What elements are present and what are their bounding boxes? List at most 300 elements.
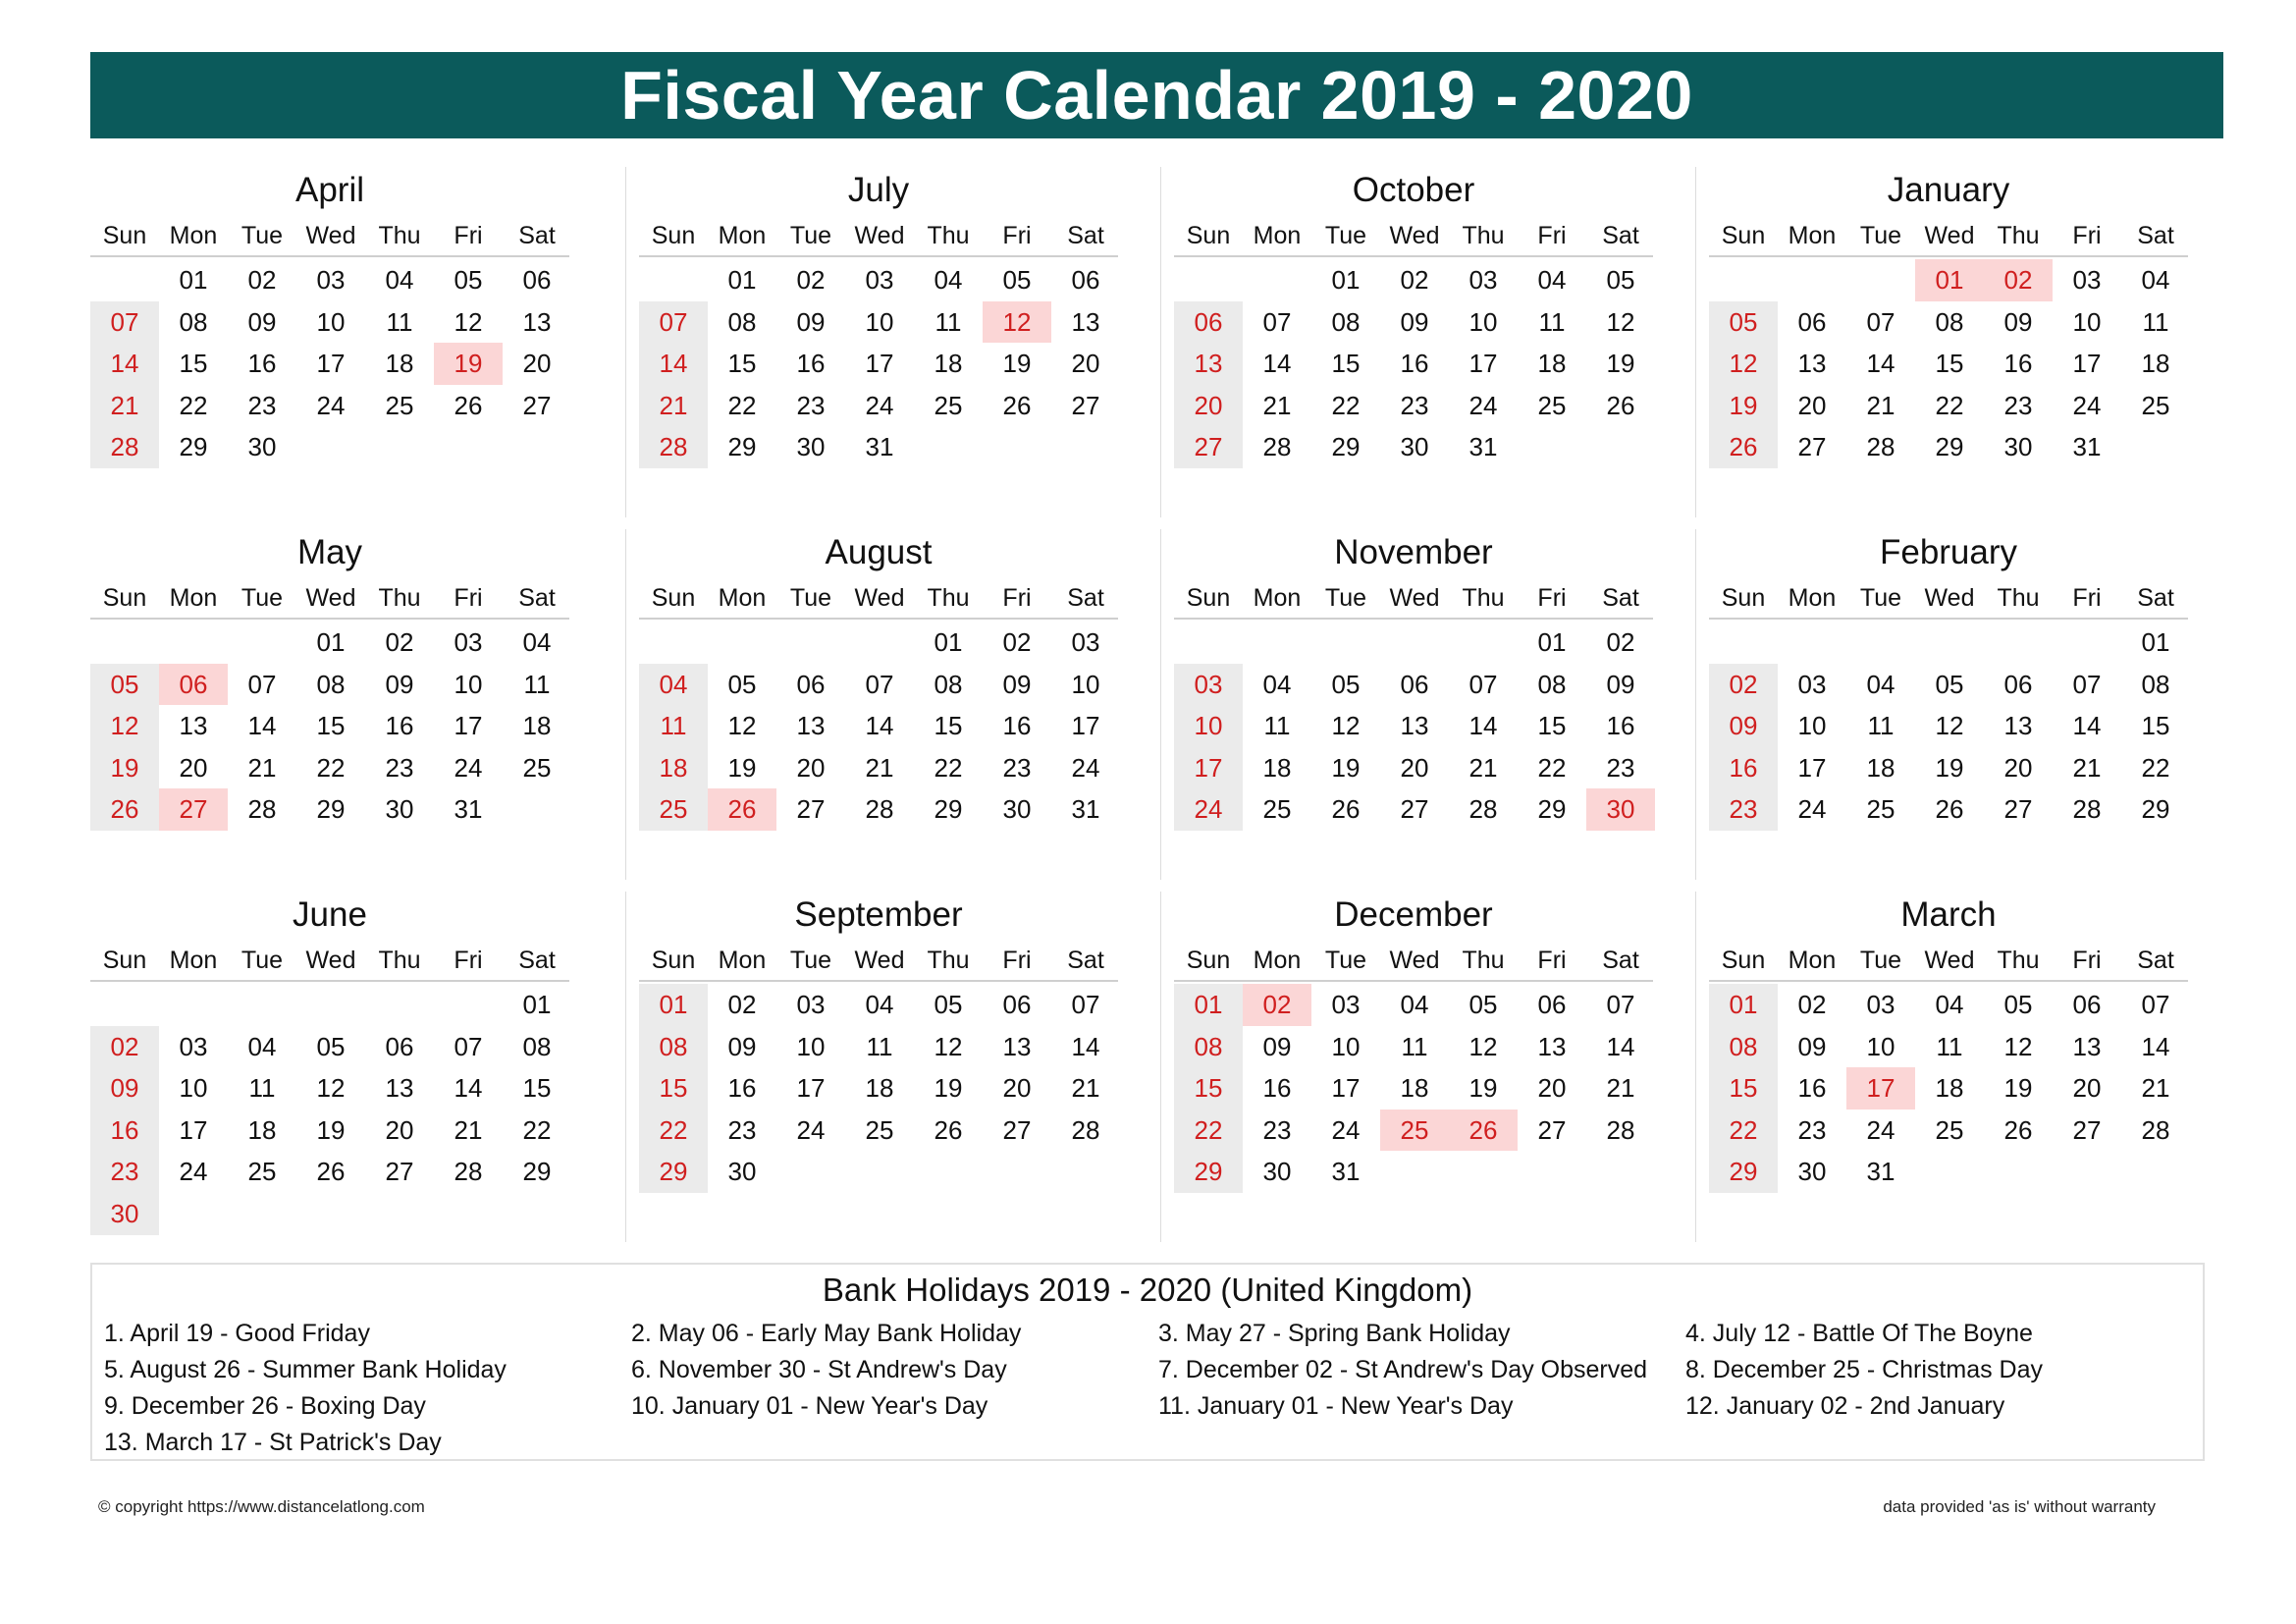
weekday-label: Fri (2072, 584, 2102, 612)
sunday-day-cell: 10 (1174, 705, 1243, 747)
sunday-day-cell: 13 (1174, 343, 1243, 385)
day-cell: 11 (523, 669, 551, 699)
month-name: June (293, 895, 367, 934)
page-title: Fiscal Year Calendar 2019 - 2020 (620, 57, 1693, 134)
sunday-day-cell: 29 (1709, 1151, 1778, 1193)
day-cell: 31 (865, 432, 894, 462)
day-cell: 20 (1071, 349, 1100, 379)
day-cell: 04 (934, 265, 963, 295)
bank-holiday-item: 2. May 06 - Early May Bank Holiday (631, 1320, 1022, 1347)
weekday-label: Wed (1924, 584, 1975, 612)
day-cell: 31 (454, 794, 483, 825)
sunday-day-cell: 23 (90, 1151, 159, 1193)
day-cell: 03 (454, 627, 483, 657)
day-cell: 07 (1071, 990, 1100, 1019)
weekday-header (90, 216, 569, 257)
day-cell: 23 (2003, 390, 2033, 420)
weekday-label: Fri (1002, 947, 1032, 974)
day-cell: 11 (866, 1031, 893, 1061)
weekday-header (639, 578, 1118, 620)
sunday-day-cell: 29 (1174, 1151, 1243, 1193)
day-cell: 04 (2141, 265, 2170, 295)
weekday-label: Sat (518, 222, 556, 249)
day-cell: 29 (1537, 794, 1567, 825)
day-cell: 08 (934, 669, 963, 699)
day-cell: 22 (1537, 752, 1567, 783)
day-cell: 15 (1935, 349, 1964, 379)
day-cell: 23 (1797, 1114, 1827, 1145)
day-cell: 13 (2003, 711, 2033, 741)
sunday-day-cell: 15 (1174, 1067, 1243, 1110)
holiday-day-cell: 01 (1915, 259, 1984, 301)
day-cell: 29 (179, 432, 208, 462)
day-cell: 29 (316, 794, 346, 825)
weekday-label: Tue (1324, 222, 1367, 249)
day-cell: 18 (1400, 1073, 1429, 1104)
day-cell: 06 (1537, 990, 1567, 1019)
weekday-label: Tue (1324, 584, 1367, 612)
day-cell: 04 (522, 627, 552, 657)
day-cell: 15 (727, 349, 757, 379)
weekday-header (90, 941, 569, 982)
weekday-label: Thu (927, 947, 970, 974)
days-grid (90, 622, 569, 831)
day-cell: 30 (1400, 432, 1429, 462)
month-september (625, 890, 1160, 1252)
day-cell: 12 (727, 711, 757, 741)
day-cell: 10 (796, 1031, 826, 1061)
day-cell: 02 (385, 627, 414, 657)
day-cell: 30 (385, 794, 414, 825)
weekday-label: Tue (240, 222, 284, 249)
weekday-label: Sun (1721, 947, 1766, 974)
day-cell: 28 (1866, 432, 1896, 462)
sunday-day-cell: 01 (639, 984, 708, 1026)
day-cell: 15 (522, 1073, 552, 1104)
day-cell: 08 (1935, 306, 1964, 337)
sunday-day-cell: 12 (1709, 343, 1778, 385)
day-cell: 10 (865, 306, 894, 337)
weekday-label: Thu (1462, 222, 1505, 249)
weekday-label: Sun (102, 947, 147, 974)
day-cell: 17 (865, 349, 894, 379)
day-cell: 29 (522, 1157, 552, 1187)
bank-holiday-item: 6. November 30 - St Andrew's Day (631, 1356, 1007, 1383)
weekday-label: Wed (854, 584, 905, 612)
day-cell: 04 (1866, 669, 1896, 699)
day-cell: 10 (1468, 306, 1498, 337)
weekday-label: Sun (1186, 222, 1231, 249)
day-cell: 13 (1537, 1031, 1567, 1061)
weekday-label: Thu (378, 584, 421, 612)
sunday-day-cell: 21 (90, 385, 159, 427)
day-cell: 06 (1071, 265, 1100, 295)
sunday-day-cell: 05 (1709, 301, 1778, 344)
month-april (90, 165, 625, 527)
day-cell: 04 (1935, 990, 1964, 1019)
day-cell: 17 (1071, 711, 1100, 741)
weekday-label: Thu (927, 584, 970, 612)
day-cell: 16 (1002, 711, 1032, 741)
day-cell: 03 (1331, 990, 1361, 1019)
day-cell: 31 (1866, 1157, 1896, 1187)
month-january (1695, 165, 2230, 527)
day-cell: 19 (316, 1114, 346, 1145)
empty-day (434, 984, 503, 1026)
day-cell: 27 (1537, 1114, 1567, 1145)
day-cell: 14 (1866, 349, 1896, 379)
day-cell: 22 (1935, 390, 1964, 420)
weekday-label: Mon (1253, 947, 1302, 974)
day-cell: 31 (1071, 794, 1100, 825)
day-cell: 23 (1400, 390, 1429, 420)
day-cell: 05 (2003, 990, 2033, 1019)
day-cell: 12 (2003, 1031, 2033, 1061)
weekday-label: Sun (102, 222, 147, 249)
weekday-header (1174, 578, 1653, 620)
bank-holiday-item: 8. December 25 - Christmas Day (1685, 1356, 2044, 1383)
day-cell: 04 (385, 265, 414, 295)
day-cell: 08 (1537, 669, 1567, 699)
sunday-day-cell: 22 (1709, 1110, 1778, 1152)
weekday-label: Sun (651, 584, 696, 612)
day-cell: 28 (247, 794, 277, 825)
bank-holidays-list (92, 1316, 2203, 1461)
day-cell: 17 (1797, 752, 1827, 783)
day-cell: 10 (316, 306, 346, 337)
day-cell: 27 (1797, 432, 1827, 462)
sunday-day-cell: 14 (90, 343, 159, 385)
month-november (1160, 527, 1695, 890)
day-cell: 17 (2072, 349, 2102, 379)
empty-day (1311, 622, 1380, 664)
day-cell: 26 (1935, 794, 1964, 825)
weekday-label: Thu (378, 947, 421, 974)
bank-holiday-item: 3. May 27 - Spring Bank Holiday (1158, 1320, 1511, 1347)
day-cell: 10 (1071, 669, 1100, 699)
weekday-label: Tue (1859, 222, 1902, 249)
weekday-label: Fri (1002, 222, 1032, 249)
day-cell: 09 (247, 306, 277, 337)
empty-day (159, 984, 228, 1026)
day-cell: 05 (934, 990, 963, 1019)
empty-day (90, 984, 159, 1026)
day-cell: 04 (1537, 265, 1567, 295)
days-grid (639, 259, 1118, 468)
sunday-day-cell: 07 (90, 301, 159, 344)
day-cell: 14 (1071, 1031, 1100, 1061)
day-cell: 04 (865, 990, 894, 1019)
bank-holiday-item: 7. December 02 - St Andrew's Day Observed (1158, 1356, 1648, 1383)
month-august (625, 527, 1160, 890)
days-grid (639, 984, 1118, 1193)
weekday-label: Mon (1253, 584, 1302, 612)
holiday-day-cell: 30 (1586, 788, 1655, 831)
day-cell: 21 (454, 1114, 483, 1145)
day-cell: 23 (1606, 752, 1635, 783)
day-cell: 04 (1262, 669, 1292, 699)
title-bar (90, 52, 2223, 138)
day-cell: 01 (2141, 627, 2170, 657)
weekday-label: Sat (2137, 584, 2174, 612)
day-cell: 08 (179, 306, 208, 337)
day-cell: 09 (796, 306, 826, 337)
day-cell: 08 (1331, 306, 1361, 337)
day-cell: 01 (522, 990, 552, 1019)
day-cell: 20 (2003, 752, 2033, 783)
day-cell: 16 (247, 349, 277, 379)
day-cell: 05 (1606, 265, 1635, 295)
empty-day (1778, 622, 1846, 664)
day-cell: 28 (454, 1157, 483, 1187)
day-cell: 07 (865, 669, 894, 699)
weekday-label: Sat (2137, 222, 2174, 249)
day-cell: 21 (1866, 390, 1896, 420)
day-cell: 08 (2141, 669, 2170, 699)
day-cell: 15 (2141, 711, 2170, 741)
empty-day (228, 622, 296, 664)
sunday-day-cell: 11 (639, 705, 708, 747)
empty-day (1709, 259, 1778, 301)
sunday-day-cell: 24 (1174, 788, 1243, 831)
weekday-label: Fri (1537, 584, 1567, 612)
sunday-day-cell: 20 (1174, 385, 1243, 427)
weekday-label: Sat (1067, 584, 1104, 612)
days-grid (90, 259, 569, 468)
holiday-day-cell: 27 (159, 788, 228, 831)
empty-day (1709, 622, 1778, 664)
day-cell: 19 (1002, 349, 1032, 379)
weekday-label: Sun (1721, 584, 1766, 612)
day-cell: 25 (2141, 390, 2170, 420)
day-cell: 29 (2141, 794, 2170, 825)
sunday-day-cell: 07 (639, 301, 708, 344)
day-cell: 03 (1071, 627, 1100, 657)
day-cell: 28 (2141, 1114, 2170, 1145)
empty-day (2053, 622, 2121, 664)
day-cell: 25 (865, 1114, 894, 1145)
day-cell: 22 (2141, 752, 2170, 783)
day-cell: 07 (2141, 990, 2170, 1019)
sunday-day-cell: 22 (1174, 1110, 1243, 1152)
weekday-header (639, 941, 1118, 982)
day-cell: 24 (865, 390, 894, 420)
day-cell: 13 (1400, 711, 1429, 741)
sunday-day-cell: 12 (90, 705, 159, 747)
month-name: January (1887, 171, 2010, 209)
day-cell: 24 (1797, 794, 1827, 825)
weekday-label: Sun (1186, 584, 1231, 612)
copyright-text: © copyright https://www.distancelatlong.com (98, 1497, 425, 1516)
day-cell: 02 (727, 990, 757, 1019)
day-cell: 05 (316, 1031, 346, 1061)
holiday-day-cell: 17 (1846, 1067, 1915, 1110)
month-name: November (1334, 533, 1493, 571)
day-cell: 21 (247, 752, 277, 783)
day-cell: 23 (1262, 1114, 1292, 1145)
empty-day (1846, 259, 1915, 301)
day-cell: 03 (1468, 265, 1498, 295)
day-cell: 27 (1002, 1114, 1032, 1145)
day-cell: 27 (522, 390, 552, 420)
day-cell: 22 (316, 752, 346, 783)
weekday-label: Fri (1537, 947, 1567, 974)
day-cell: 14 (1606, 1031, 1635, 1061)
day-cell: 19 (2003, 1073, 2033, 1104)
day-cell: 15 (1331, 349, 1361, 379)
weekday-header (90, 578, 569, 620)
day-cell: 24 (1866, 1114, 1896, 1145)
weekday-label: Fri (454, 947, 483, 974)
day-cell: 01 (1537, 627, 1567, 657)
day-cell: 30 (247, 432, 277, 462)
day-cell: 26 (454, 390, 483, 420)
day-cell: 09 (2003, 306, 2033, 337)
day-cell: 12 (1606, 306, 1635, 337)
day-cell: 01 (727, 265, 757, 295)
day-cell: 29 (1935, 432, 1964, 462)
day-cell: 26 (316, 1157, 346, 1187)
day-cell: 29 (934, 794, 963, 825)
empty-day (1846, 622, 1915, 664)
day-cell: 25 (1935, 1114, 1964, 1145)
day-cell: 18 (865, 1073, 894, 1104)
day-cell: 18 (934, 349, 963, 379)
day-cell: 24 (1468, 390, 1498, 420)
weekday-label: Mon (169, 947, 218, 974)
day-cell: 30 (1002, 794, 1032, 825)
day-cell: 18 (522, 711, 552, 741)
month-name: September (794, 895, 963, 934)
weekday-label: Tue (789, 222, 832, 249)
sunday-day-cell: 08 (1709, 1026, 1778, 1068)
day-cell: 28 (1606, 1114, 1635, 1145)
day-cell: 11 (1538, 306, 1566, 337)
sunday-day-cell: 04 (639, 664, 708, 706)
day-cell: 20 (179, 752, 208, 783)
sunday-day-cell: 14 (639, 343, 708, 385)
day-cell: 31 (1331, 1157, 1361, 1187)
weekday-label: Sun (1186, 947, 1231, 974)
day-cell: 16 (796, 349, 826, 379)
day-cell: 05 (1002, 265, 1032, 295)
month-name: October (1352, 171, 1475, 209)
day-cell: 06 (1797, 306, 1827, 337)
day-cell: 03 (1797, 669, 1827, 699)
holiday-day-cell: 02 (1984, 259, 2053, 301)
day-cell: 09 (1400, 306, 1429, 337)
day-cell: 02 (796, 265, 826, 295)
sunday-day-cell: 15 (1709, 1067, 1778, 1110)
day-cell: 18 (2141, 349, 2170, 379)
month-february (1695, 527, 2230, 890)
sunday-day-cell: 08 (639, 1026, 708, 1068)
sunday-day-cell: 15 (639, 1067, 708, 1110)
holiday-day-cell: 12 (983, 301, 1051, 344)
day-cell: 09 (1262, 1031, 1292, 1061)
day-cell: 03 (179, 1031, 208, 1061)
day-cell: 06 (2003, 669, 2033, 699)
month-name: May (296, 533, 363, 571)
day-cell: 13 (796, 711, 826, 741)
day-cell: 05 (454, 265, 483, 295)
month-october (1160, 165, 1695, 527)
day-cell: 21 (2072, 752, 2102, 783)
day-cell: 31 (2072, 432, 2102, 462)
sunday-day-cell: 19 (1709, 385, 1778, 427)
weekday-label: Fri (454, 222, 483, 249)
weekday-label: Tue (789, 584, 832, 612)
empty-day (708, 622, 776, 664)
day-cell: 19 (1331, 752, 1361, 783)
day-cell: 20 (2072, 1073, 2102, 1104)
weekday-label: Mon (1788, 584, 1837, 612)
month-name: March (1900, 895, 1997, 934)
weekday-label: Tue (1859, 584, 1902, 612)
weekday-label: Wed (854, 947, 905, 974)
weekday-label: Mon (718, 584, 767, 612)
day-cell: 25 (247, 1157, 277, 1187)
sunday-day-cell: 27 (1174, 426, 1243, 468)
day-cell: 07 (1606, 990, 1635, 1019)
day-cell: 16 (2003, 349, 2033, 379)
empty-day (1449, 622, 1518, 664)
day-cell: 07 (454, 1031, 483, 1061)
weekday-label: Tue (1859, 947, 1902, 974)
day-cell: 18 (1935, 1073, 1964, 1104)
day-cell: 22 (179, 390, 208, 420)
day-cell: 10 (1797, 711, 1827, 741)
weekday-label: Wed (305, 222, 356, 249)
empty-day (1243, 259, 1311, 301)
day-cell: 14 (454, 1073, 483, 1104)
month-june (90, 890, 625, 1252)
day-cell: 09 (1797, 1031, 1827, 1061)
sunday-day-cell: 02 (90, 1026, 159, 1068)
day-cell: 09 (1002, 669, 1032, 699)
sunday-day-cell: 09 (90, 1067, 159, 1110)
empty-day (1915, 622, 1984, 664)
month-name: February (1879, 533, 2018, 571)
day-cell: 22 (522, 1114, 552, 1145)
day-cell: 12 (1935, 711, 1964, 741)
day-cell: 13 (1797, 349, 1827, 379)
weekday-label: Mon (718, 947, 767, 974)
day-cell: 11 (1263, 711, 1291, 741)
day-cell: 08 (727, 306, 757, 337)
day-cell: 15 (934, 711, 963, 741)
day-cell: 25 (385, 390, 414, 420)
weekday-label: Fri (1537, 222, 1567, 249)
day-cell: 25 (934, 390, 963, 420)
day-cell: 12 (316, 1073, 346, 1104)
bank-holiday-item: 10. January 01 - New Year's Day (631, 1392, 988, 1420)
sunday-day-cell: 06 (1174, 301, 1243, 344)
day-cell: 07 (2072, 669, 2102, 699)
day-cell: 18 (385, 349, 414, 379)
day-cell: 25 (1537, 390, 1567, 420)
weekday-label: Sat (1602, 947, 1639, 974)
day-cell: 14 (865, 711, 894, 741)
weekday-label: Sun (102, 584, 147, 612)
day-cell: 27 (1071, 390, 1100, 420)
empty-day (639, 622, 708, 664)
weekday-label: Mon (169, 222, 218, 249)
day-cell: 10 (2072, 306, 2102, 337)
sunday-day-cell: 18 (639, 747, 708, 789)
day-cell: 23 (1002, 752, 1032, 783)
month-name: December (1334, 895, 1493, 934)
